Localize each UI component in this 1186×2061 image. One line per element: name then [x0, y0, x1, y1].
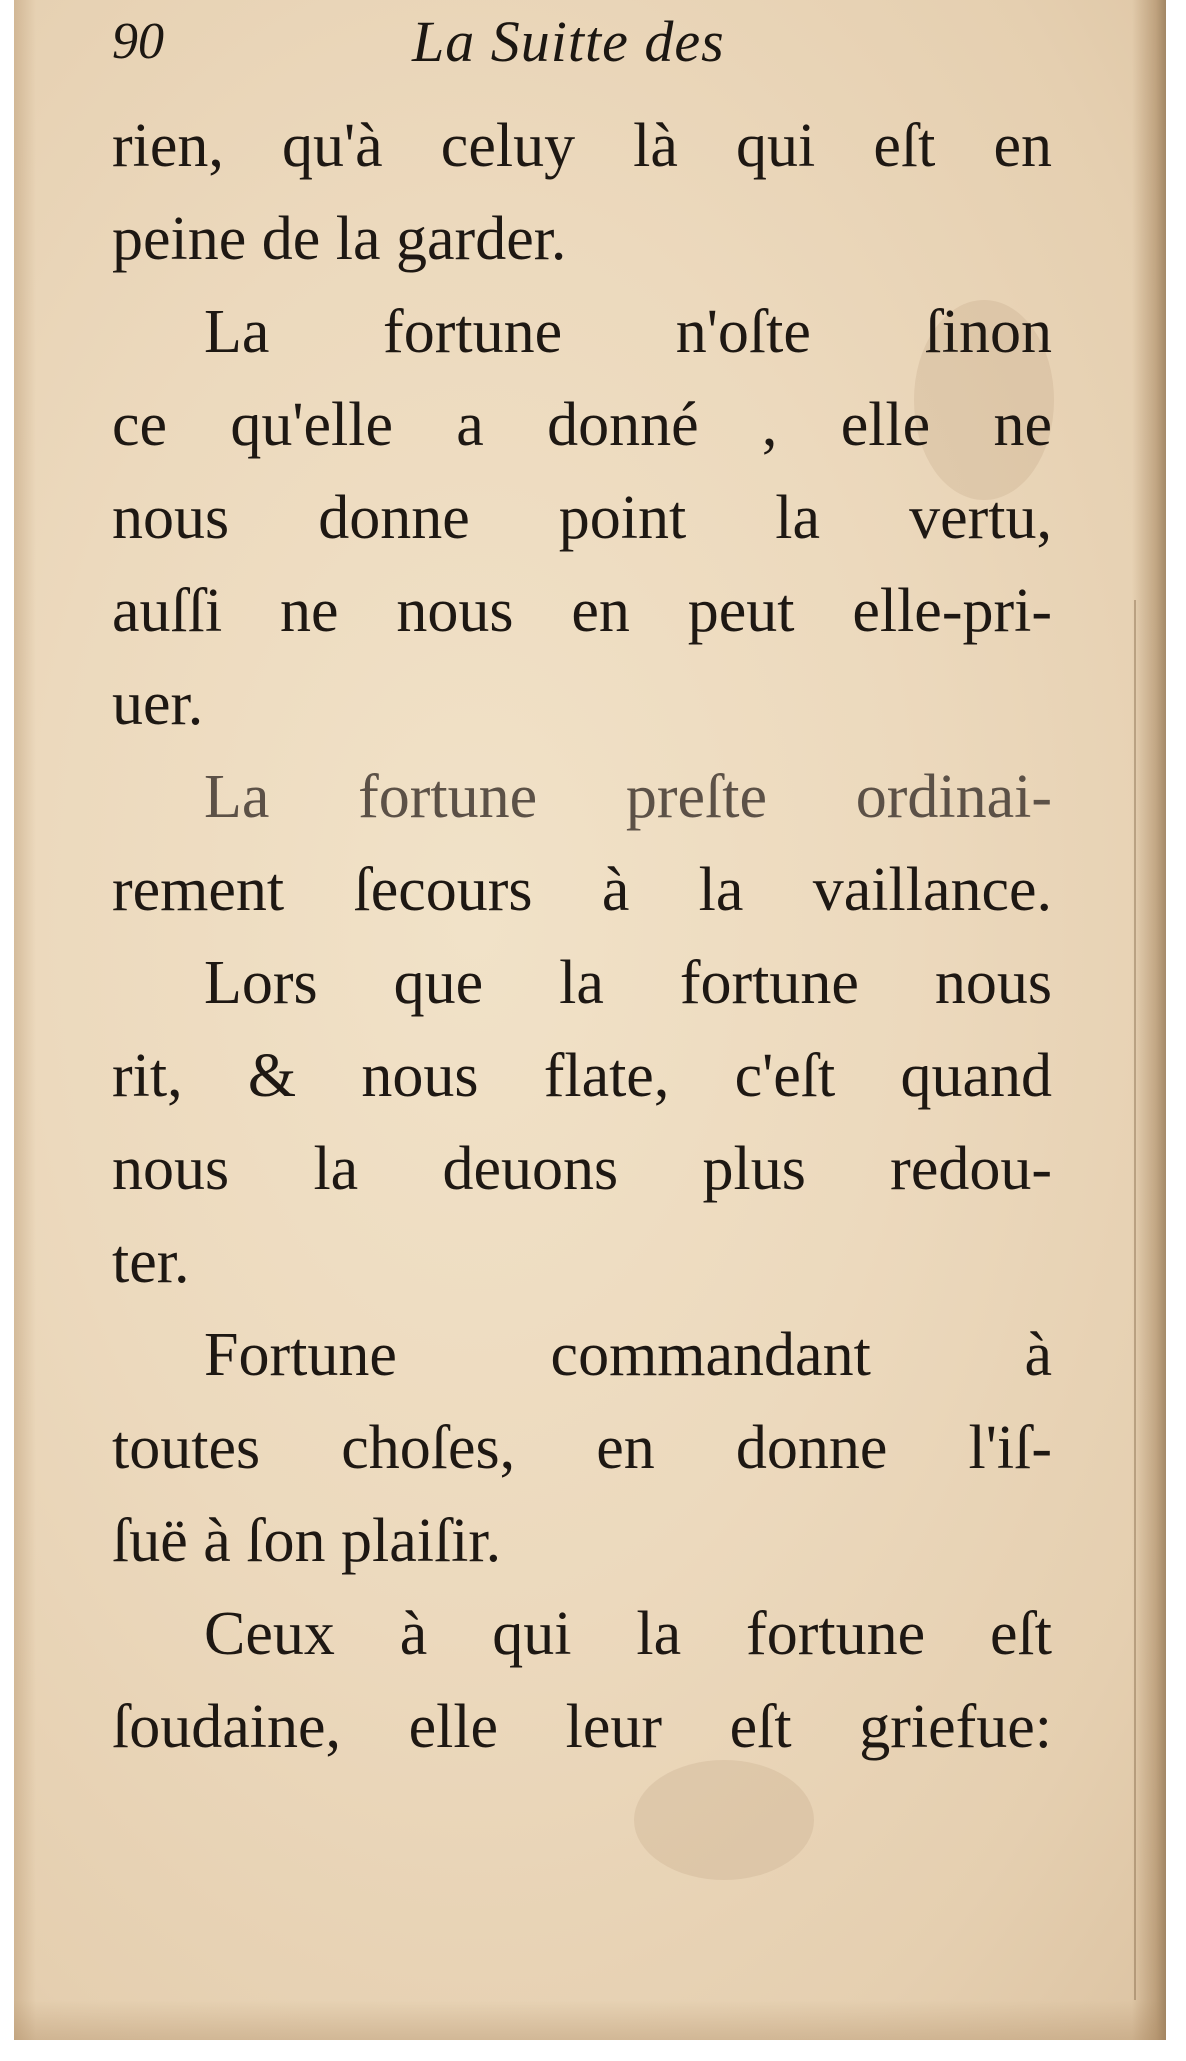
text-line: ce qu'elle a donné , elle ne: [112, 391, 1052, 459]
text-line: auſſi ne nous en peut elle-pri-: [112, 577, 1052, 645]
text-line: rien, qu'à celuy là qui eſt en: [112, 112, 1052, 180]
text-line: La fortune n'oſte ſinon: [204, 298, 1052, 366]
text-line: nous la deuons plus redou-: [112, 1135, 1052, 1203]
text-line: toutes choſes, en donne l'iſ-: [112, 1414, 1052, 1482]
paper-stain: [634, 1760, 814, 1880]
text-line: Ceux à qui la fortune eſt: [204, 1600, 1052, 1668]
body-text: [112, 100, 1052, 1774]
page-number: 90: [112, 13, 164, 70]
page-shadow-bottom: [14, 2000, 1166, 2040]
text-line: nous donne point la vertu,: [112, 484, 1052, 552]
text-line: ſuë à ſon plaiſir.: [112, 1507, 502, 1575]
text-line: peine de la garder.: [112, 205, 567, 273]
text-line: ſoudaine, elle leur eſt griefue:: [112, 1693, 1052, 1761]
text-line: Fortune commandant à: [204, 1321, 1052, 1389]
text-line: rement ſecours à la vaillance.: [112, 856, 1052, 924]
page-shadow-right: [1132, 0, 1166, 2040]
text-line: uer.: [112, 670, 204, 738]
running-header: [112, 4, 1012, 74]
text-line: ter.: [112, 1228, 190, 1296]
running-title: La Suitte des: [412, 9, 725, 74]
gutter-line: [1134, 600, 1136, 2000]
text-line: rit, & nous flate, c'eſt quand: [112, 1042, 1052, 1110]
text-line: La fortune preſte ordinai-: [204, 763, 1052, 831]
text-line: Lors que la fortune nous: [204, 949, 1052, 1017]
book-page: [14, 0, 1166, 2040]
page-shadow-left: [14, 0, 36, 2040]
